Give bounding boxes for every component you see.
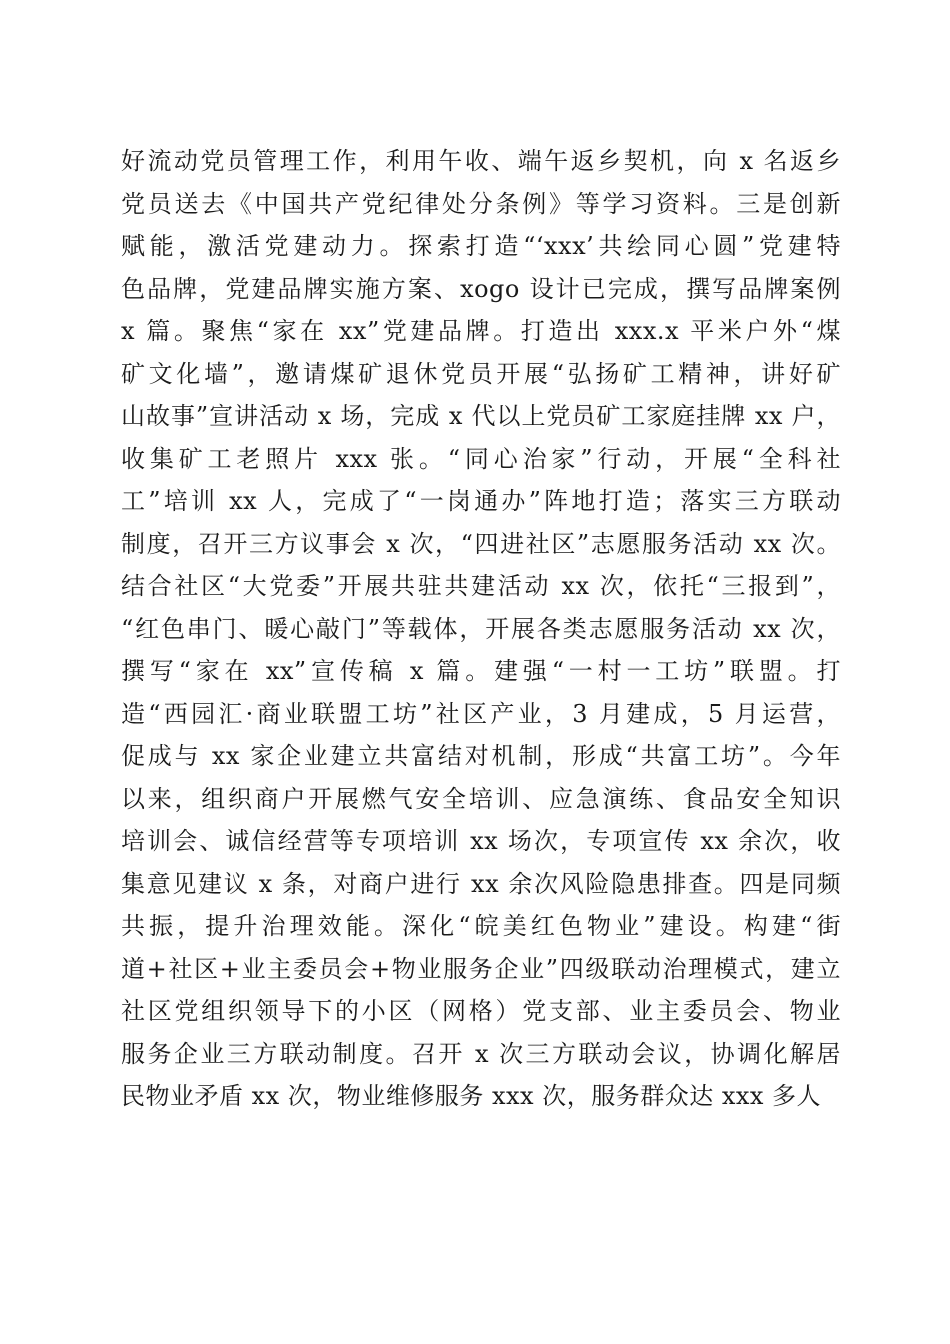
text-line: 民物业矛盾 xx 次，物业维修服务 xxx 次，服务群众达 xxx 多人 [121,1082,822,1110]
text-line: 赋能，激活党建动力。探索打造“‘xxx’共绘同心圆”党建特 [121,232,841,260]
text-line: 集意见建议 x 条，对商户进行 xx 余次风险隐患排查。四是同频 [121,869,841,898]
text-line: 培训会、诚信经营等专项培训 xx 场次，专项宣传 xx 余次，收 [121,827,841,855]
text-line: 共振，提升治理效能。深化“皖美红色物业”建设。构建“街 [121,912,841,940]
text-line: 造“西园汇·商业联盟工坊”社区产业，3 月建成，5 月运营， [121,699,841,728]
text-line: x 篇。聚焦“家在 xx”党建品牌。打造出 xxx.x 平米户外“煤 [121,317,841,345]
text-line: 服务企业三方联动制度。召开 x 次三方联动会议，协调化解居 [121,1039,841,1068]
text-line: 色品牌，党建品牌实施方案、xogo 设计已完成，撰写品牌案例 [121,274,841,303]
text-line: 促成与 xx 家企业建立共富结对机制，形成“共富工坊”。今年 [121,742,841,770]
body-paragraph [121,140,841,1118]
text-line: 社区党组织领导下的小区（网格）党支部、业主委员会、物业 [121,997,841,1025]
text-line: 以来，组织商户开展燃气安全培训、应急演练、食品安全知识 [121,784,841,813]
text-line: 撰写“家在 xx”宣传稿 x 篇。建强“一村一工坊”联盟。打 [121,657,841,685]
text-line: 工”培训 xx 人，完成了“一岗通办”阵地打造；落实三方联动 [121,487,841,515]
text-line: 矿文化墙”，邀请煤矿退休党员开展“弘扬矿工精神，讲好矿 [121,359,841,388]
text-line: 好流动党员管理工作，利用午收、端午返乡契机，向 x 名返乡 [121,147,841,175]
text-line: 收集矿工老照片 xxx 张。“同心治家”行动，开展“全科社 [121,444,841,473]
text-line: 道+社区+业主委员会+物业服务企业”四级联动治理模式，建立 [121,954,841,983]
text-line: “红色串门、暖心敲门”等载体，开展各类志愿服务活动 xx 次， [121,614,841,643]
text-line: 山故事”宣讲活动 x 场，完成 x 代以上党员矿工家庭挂牌 xx 户， [121,402,841,430]
text-line: 结合社区“大党委”开展共驻共建活动 xx 次，依托“三报到”， [121,572,841,600]
text-line: 党员送去《中国共产党纪律处分条例》等学习资料。三是创新 [121,189,841,218]
text-line: 制度，召开三方议事会 x 次，“四进社区”志愿服务活动 xx 次。 [121,529,841,558]
